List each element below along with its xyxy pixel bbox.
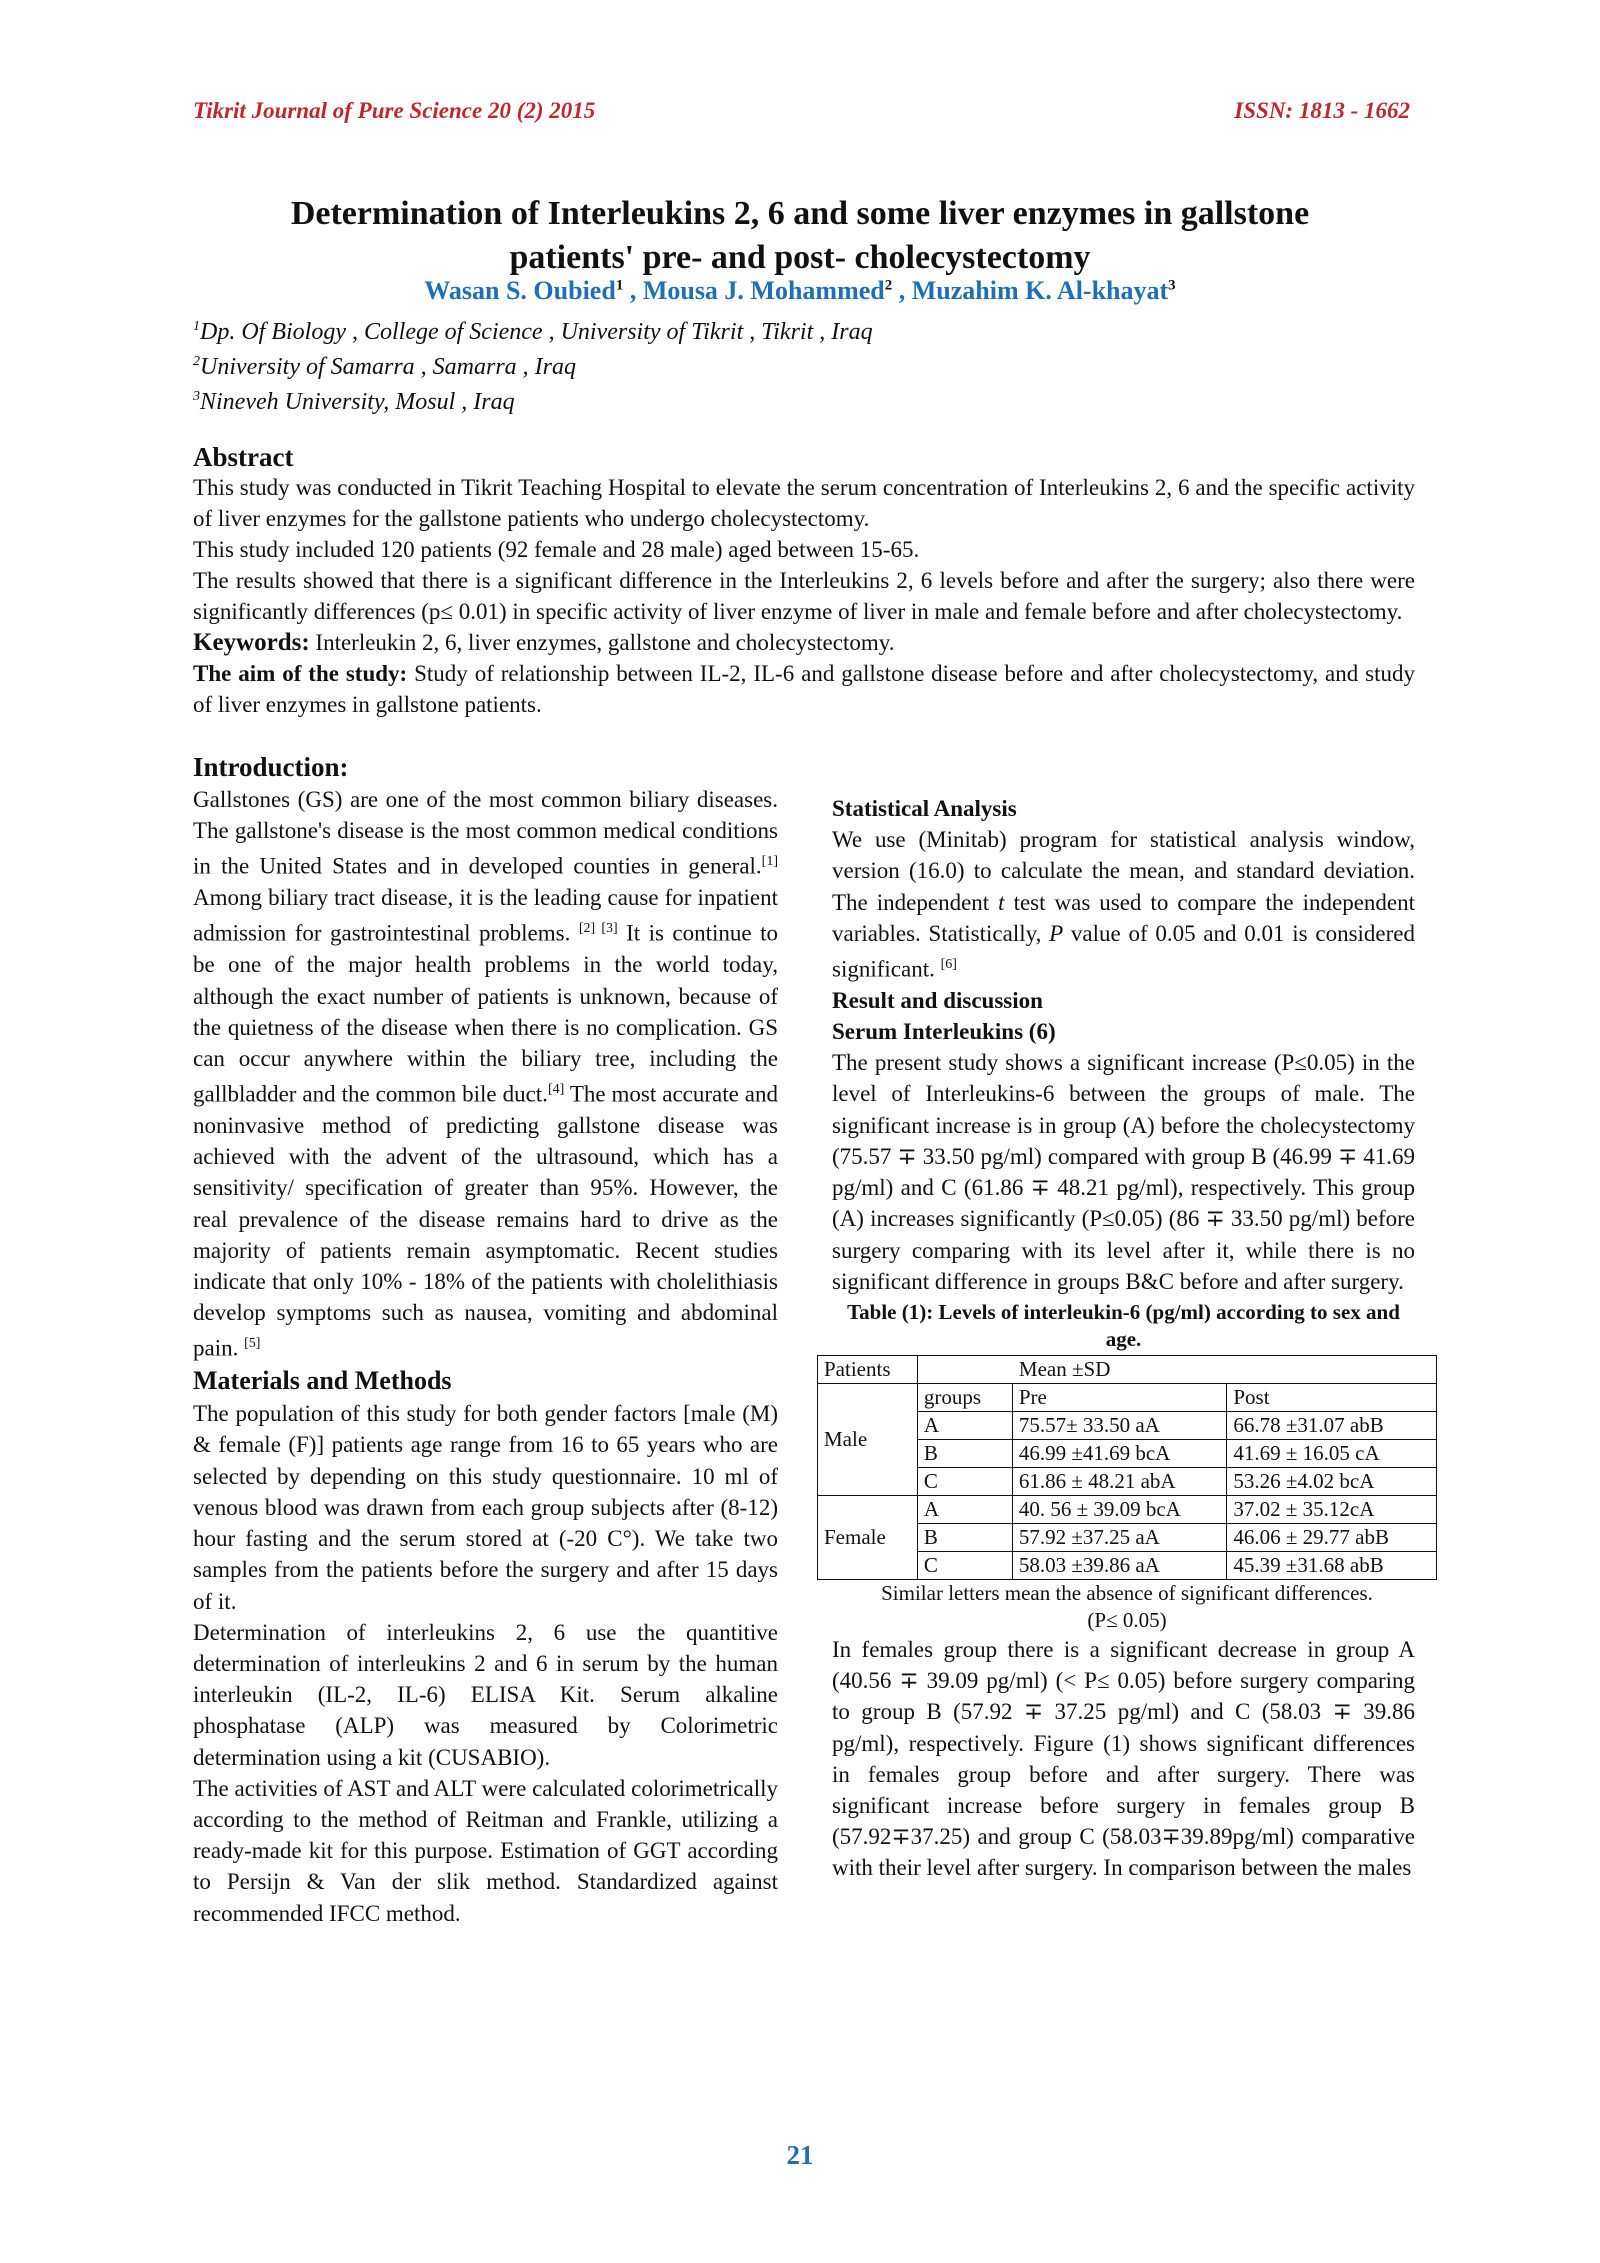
abstract-p2: This study included 120 patients (92 female and 28 male) aged between 15-65. <box>193 537 920 562</box>
table-row <box>818 1495 1437 1523</box>
table-cell: 53.26 ±4.02 bcA <box>1227 1467 1437 1495</box>
interleukin-table <box>817 1355 1437 1580</box>
table-cell: C <box>917 1551 1012 1579</box>
table-header-cell: Mean ±SD <box>917 1355 1436 1383</box>
affiliation-item: $^1$Dp. Of Biology , College of Science , University of Tikrit , Tikrit , Iraq <box>193 319 873 345</box>
left-column <box>193 784 778 1929</box>
journal-header: Tikrit Journal of Pure Science 20 (2) 2015 <box>193 98 596 123</box>
abstract-p3: The results showed that there is a significant difference in the Interleukins 2, 6 levels before and after the surgery; also there were significantly differences (p≤ 0.01) in specific activity of liver enzyme of liver in male and female before and after cholecystectomy. <box>193 568 1415 624</box>
results-heading: Result and discussion <box>832 987 1043 1013</box>
table-header-cell: Post <box>1227 1383 1437 1411</box>
methods-p3: The activities of AST and ALT were calculated colorimetrically according to the method of Reitman and Frankle, utilizing a ready-made kit for this purpose. Estimation of GGT according to Persijn & Van der slik method. Standardized against recommended IFCC method. <box>193 1775 778 1926</box>
author-sup: 3 <box>1168 277 1176 294</box>
table-cell: B <box>917 1523 1012 1551</box>
table-cell: 45.39 ±31.68 abB <box>1227 1551 1437 1579</box>
methods-p1: The population of this study for both gender factors [male (M) & female (F)] patients age range from 16 to 65 years who are selected by depending on this study questionnaire. 10 ml of venous blood was drawn from each group subjects after (8-12) hour fasting and the serum stored at (-20 C°). We take two samples from the patients before the surgery and after 15 days of it. <box>193 1401 778 1614</box>
table-cell: B <box>917 1439 1012 1467</box>
table-cell: 37.02 ± 35.12cA <box>1227 1495 1437 1523</box>
page-number: 21 <box>786 2140 814 2170</box>
methods-heading: Materials and Methods <box>193 1366 452 1396</box>
table-cell: 58.03 ±39.86 aA <box>1012 1551 1227 1579</box>
table-cell: 46.99 ±41.69 bcA <box>1012 1439 1227 1467</box>
right-column <box>824 793 1415 1884</box>
table-cell-sex: Male <box>818 1383 918 1495</box>
methods-p2: Determination of interleukins 2, 6 use the quantitive determination of interleukins 2 and 6 in serum by the human interleukin (IL-2, IL-6) ELISA Kit. Serum alkaline phosphatase (ALP) was measured by Colorimetric determination using a kit (CUSABIO). <box>193 1619 778 1770</box>
table-row <box>818 1383 1437 1411</box>
author-name: Muzahim K. Al-khayat <box>911 276 1169 305</box>
author-name: Mousa J. Mohammed <box>642 276 885 305</box>
abstract-body <box>193 472 1415 720</box>
table-header-cell: Patients <box>818 1355 918 1383</box>
author-sup: 1 <box>615 277 624 294</box>
author-sup: 2 <box>884 277 893 294</box>
affiliations <box>193 312 873 417</box>
abstract-heading: Abstract <box>193 442 294 472</box>
table-cell: 57.92 ±37.25 aA <box>1012 1523 1227 1551</box>
introduction-heading: Introduction: <box>193 752 349 782</box>
results-p2: In females group there is a significant decrease in group A (40.56 ∓ 39.09 pg/ml) (< P≤ 0.05) before surgery comparing to group B (57.92 ∓ 37.25 pg/ml) and C (58.03 ∓ 39.86 pg/ml), respectively. Figure (1) shows significant differences in females group before and after surgery. There was significant increase before surgery in females group B (57.92∓37.25) and group C (58.03∓39.89pg/ml) comparative with their level after surgery. In comparison between the males <box>832 1636 1415 1881</box>
results-p1: The present study shows a significant increase (P≤0.05) in the level of Interleukins-6 between the groups of male. The significant increase is in group (A) before the cholecystectomy (75.57 ∓ 33.50 pg/ml) compared with group B (46.99 ∓ 41.69 pg/ml) and C (61.86 ∓ 48.21 pg/ml), respectively. This group (A) increases significantly (P≤0.05) (86 ∓ 33.50 pg/ml) before surgery comparing with its level after it, while there is no significant difference in groups B&C before and after surgery. <box>832 1050 1415 1294</box>
keywords: Keywords: Interleukin 2, 6, liver enzymes, gallstone and cholecystectomy. <box>193 629 895 656</box>
aim-of-study: The aim of the study: Study of relationship between IL-2, IL-6 and gallstone disease before and after cholecystectomy, and study of liver enzymes in gallstone patients. <box>193 661 1415 717</box>
abstract-p1: This study was conducted in Tikrit Teaching Hospital to elevate the serum concentration of Interleukins 2, 6 and the specific activity of liver enzymes for the gallstone patients who undergo cholecystectomy. <box>193 475 1415 531</box>
table-cell: 40. 56 ± 39.09 bcA <box>1012 1495 1227 1523</box>
table-cell: 61.86 ± 48.21 abA <box>1012 1467 1227 1495</box>
table-cell: 75.57± 33.50 aA <box>1012 1411 1227 1439</box>
stats-heading: Statistical Analysis <box>832 796 1017 821</box>
affiliation-item: $^2$University of Samarra , Samarra , Iraq <box>193 354 576 380</box>
table-cell: 66.78 ±31.07 abB <box>1227 1411 1437 1439</box>
table-cell: 46.06 ± 29.77 abB <box>1227 1523 1437 1551</box>
title-line-2: patients' pre- and post- cholecystectomy <box>509 239 1091 276</box>
table-row <box>818 1355 1437 1383</box>
issn-header: ISSN: 1813 - 1662 <box>1234 98 1410 123</box>
table-header-cell: groups <box>917 1383 1012 1411</box>
table-cell: 41.69 ± 16.05 cA <box>1227 1439 1437 1467</box>
table-cell: A <box>917 1411 1012 1439</box>
author-name: Wasan S. Oubied <box>424 276 616 305</box>
table-caption: Table (1): Levels of interleukin-6 (pg/ml) according to sex and age. <box>847 1299 1400 1351</box>
author-list: Wasan S. Oubied$^1$ , Mousa J. Mohammed$^2$ , Muzahim K. Al-khayat$^3$ <box>424 276 1176 305</box>
table-cell-sex: Female <box>818 1495 918 1579</box>
table-header-cell: Pre <box>1012 1383 1227 1411</box>
table-cell: A <box>917 1495 1012 1523</box>
table-cell: C <box>917 1467 1012 1495</box>
introduction-text: Gallstones (GS) are one of the most common biliary diseases. The gallstone's disease is the most common medical conditions in the United States and in developed counties in general.[1] Among biliary tract disease, it is the leading cause for inpatient admission for gastrointestinal problems. [2] [3] It is continue to be one of the major health problems in the world today, although the exact number of patients is unknown, because of the quietness of the disease when there is no complication. GS can occur anywhere within the biliary tree, including the gallbladder and the common bile duct.[4] The most accurate and noninvasive method of predicting gallstone disease was achieved with the advent of the ultrasound, which has a sensitivity/ specification of greater than 95%. However, the real prevalence of the disease remains hard to drive as the majority of patients remain asymptomatic. Recent studies indicate that only 10% - 18% of the patients with cholelithiasis develop symptoms such as nausea, vomiting and abdominal pain. [5] <box>193 787 779 1362</box>
affiliation-item: $^3$Nineveh University, Mosul , Iraq <box>193 389 515 415</box>
stats-text: We use (Minitab) program for statistical analysis window, version (16.0) to calculate the mean, and standard deviation. The independent t test was used to compare the independent variables. Statistically, P value of 0.05 and 0.01 is considered significant. [6] <box>832 827 1415 982</box>
table-note: Similar letters mean the absence of significant differences. (P≤ 0.05) <box>881 1580 1373 1632</box>
title-line-1: Determination of Interleukins 2, 6 and some liver enzymes in gallstone <box>290 195 1310 232</box>
results-subheading: Serum Interleukins (6) <box>832 1019 1056 1045</box>
paper-title <box>193 192 1407 280</box>
